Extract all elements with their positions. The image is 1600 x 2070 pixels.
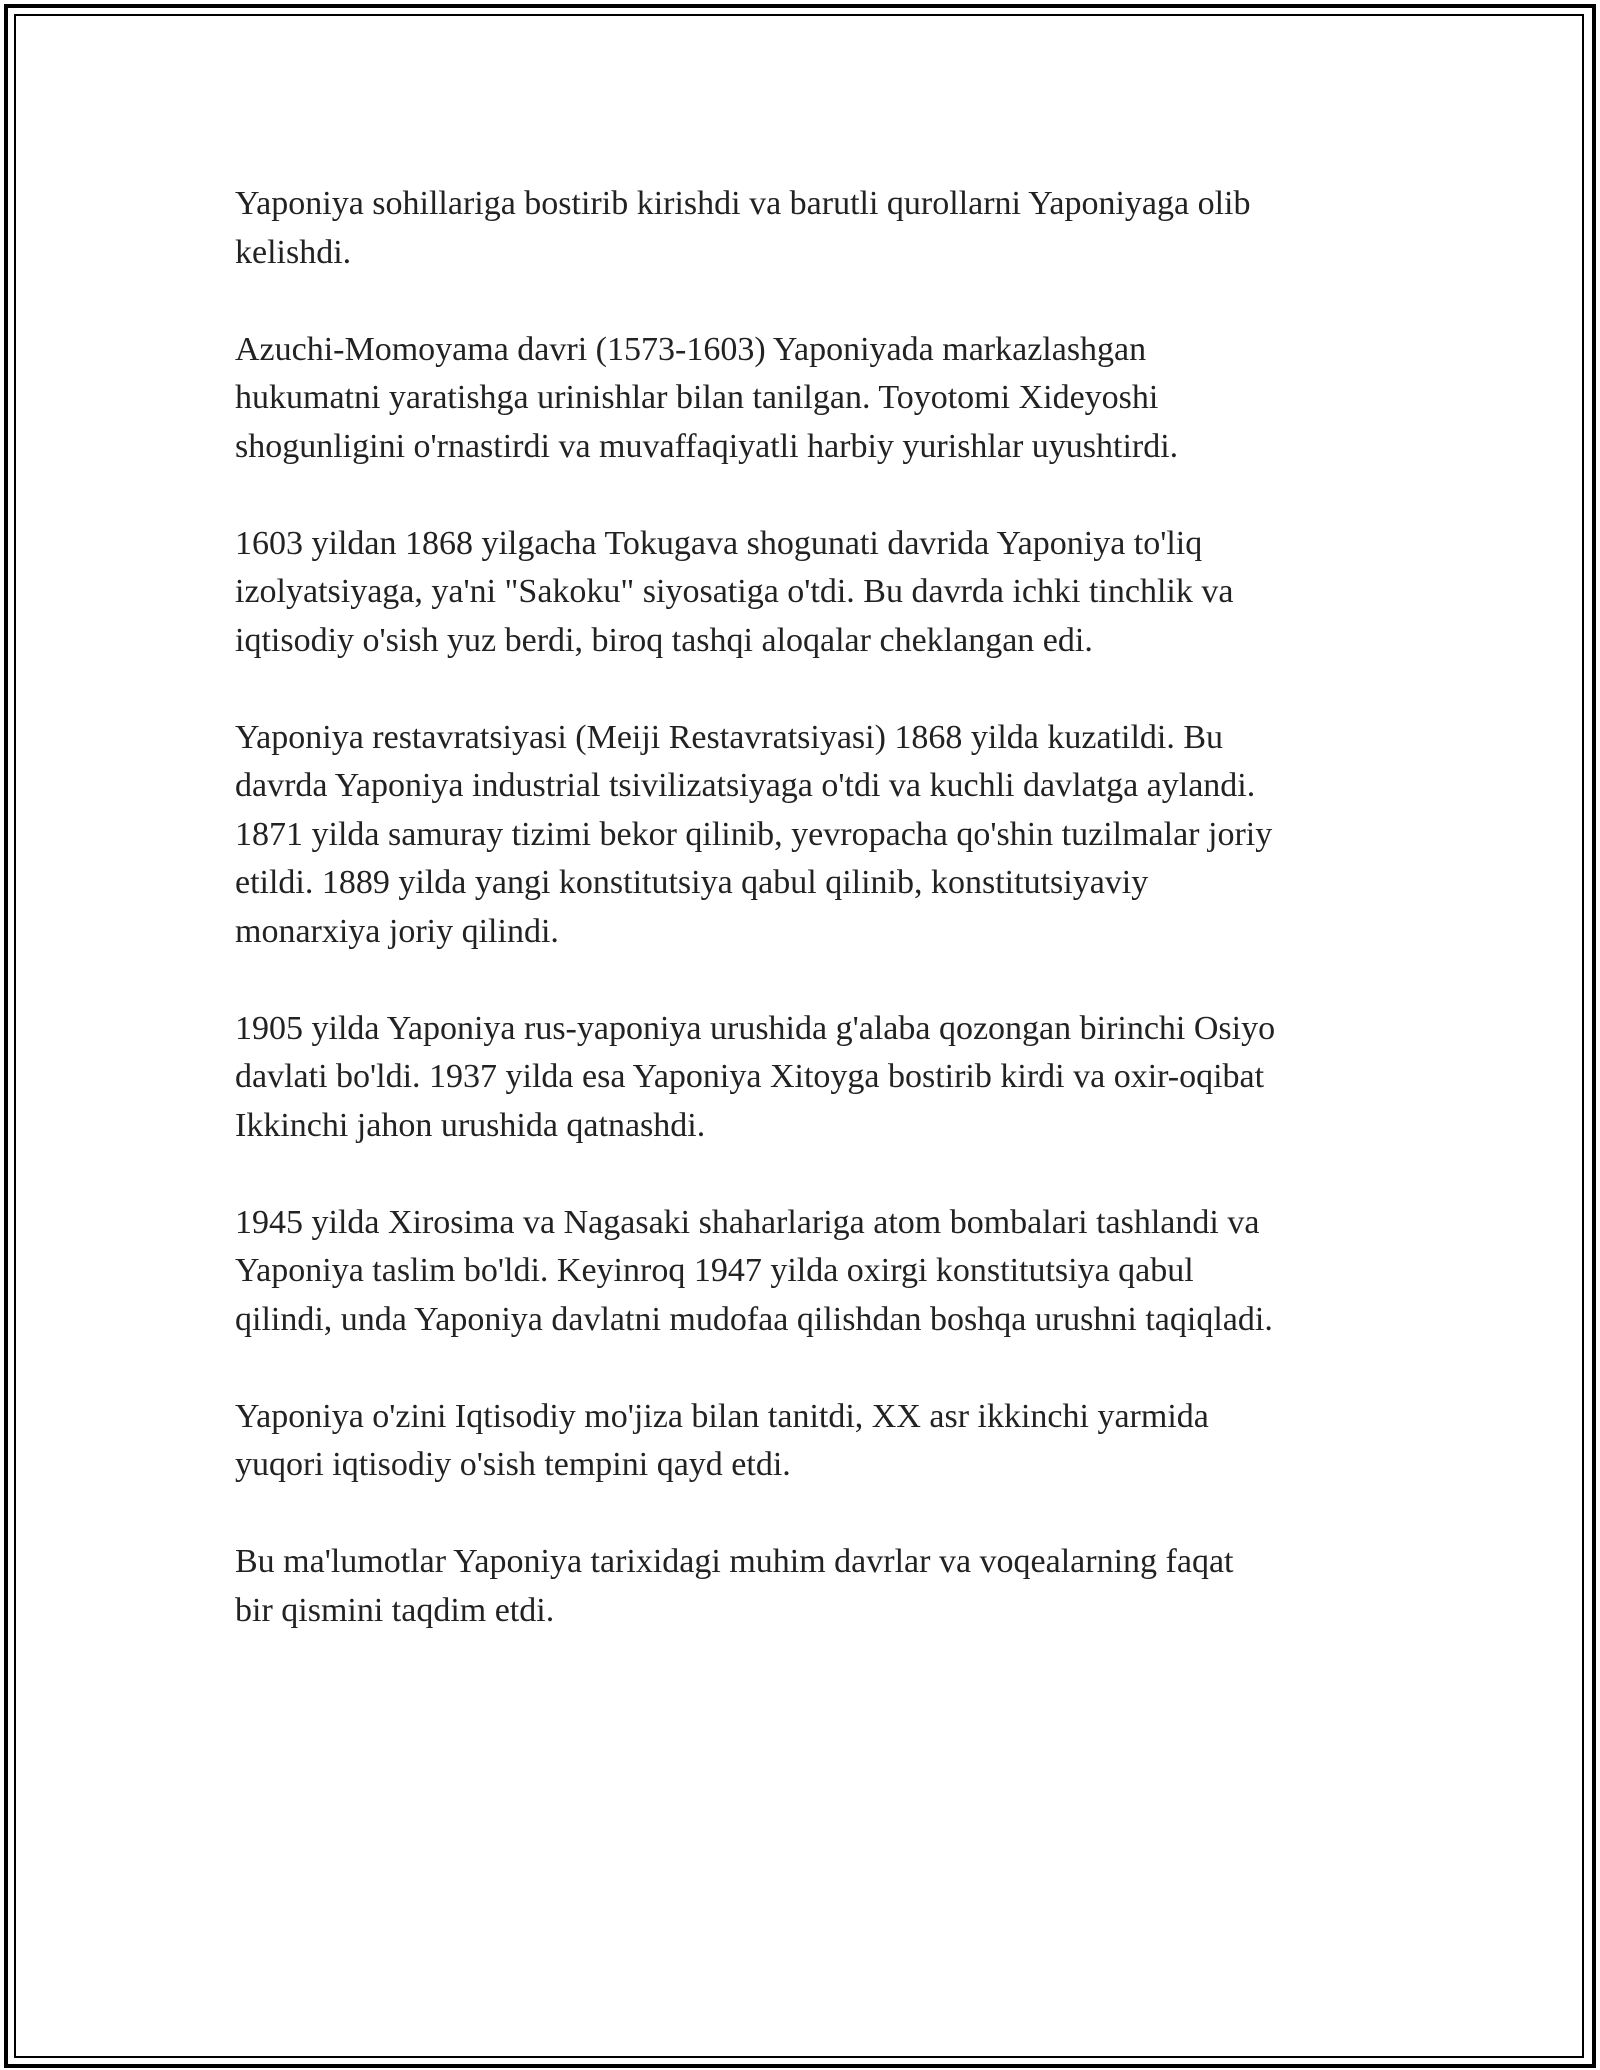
paragraph-7: Yaponiya o'zini Iqtisodiy mo'jiza bilan tanitdi, XX asr ikkinchi yarmida yuqori iqtisodiy o'sish tempini qayd etdi.	[235, 1397, 1209, 1483]
paragraph-2: Azuchi-Momoyama davri (1573-1603) Yaponiyada markazlashgan hukumatni yaratishga urinishlar bilan tanilgan. Toyotomi Xideyoshi shogunligini o'rnastirdi va muvaffaqiyatli harbiy yurishlar uyushtirdi.	[235, 330, 1179, 465]
paragraph-5: 1905 yilda Yaponiya rus-yaponiya urushida g'alaba qozongan birinchi Osiyo davlati bo'ldi. 1937 yilda esa Yaponiya Xitoyga bostirib kirdi va oxir-oqibat Ikkinchi jahon urushida qatnashdi.	[235, 1009, 1276, 1144]
document-body	[235, 180, 1380, 1684]
paragraph-8: Bu ma'lumotlar Yaponiya tarixidagi muhim davrlar va voqealarning faqat bir qismini taqdim etdi.	[235, 1543, 1234, 1629]
paragraph-1: Yaponiya sohillariga bostirib kirishdi va barutli qurollarni Yaponiyaga olib kelishdi.	[235, 185, 1251, 271]
paragraph-4: Yaponiya restavratsiyasi (Meiji Restavratsiyasi) 1868 yilda kuzatildi. Bu davrda Yaponiya industrial tsivilizatsiyaga o'tdi va kuchli davlatga aylandi. 1871 yilda samuray tizimi bekor qilinib, yevropacha qo'shin tuzilmalar joriy etildi. 1889 yilda yangi konstitutsiya qabul qilinib, konstitutsiyaviy monarxiya joriy qilindi.	[235, 718, 1273, 950]
paragraph-6: 1945 yilda Xirosima va Nagasaki shaharlariga atom bombalari tashlandi va Yaponiya taslim bo'ldi. Keyinroq 1947 yilda oxirgi konstitutsiya qabul qilindi, unda Yaponiya davlatni mudofaa qilishdan boshqa urushni taqiqladi.	[235, 1203, 1273, 1338]
paragraph-3: 1603 yildan 1868 yilgacha Tokugava shogunati davrida Yaponiya to'liq izolyatsiyaga, ya'ni "Sakoku" siyosatiga o'tdi. Bu davrda ichki tinchlik va iqtisodiy o'sish yuz berdi, biroq tashqi aloqalar cheklangan edi.	[235, 524, 1234, 659]
